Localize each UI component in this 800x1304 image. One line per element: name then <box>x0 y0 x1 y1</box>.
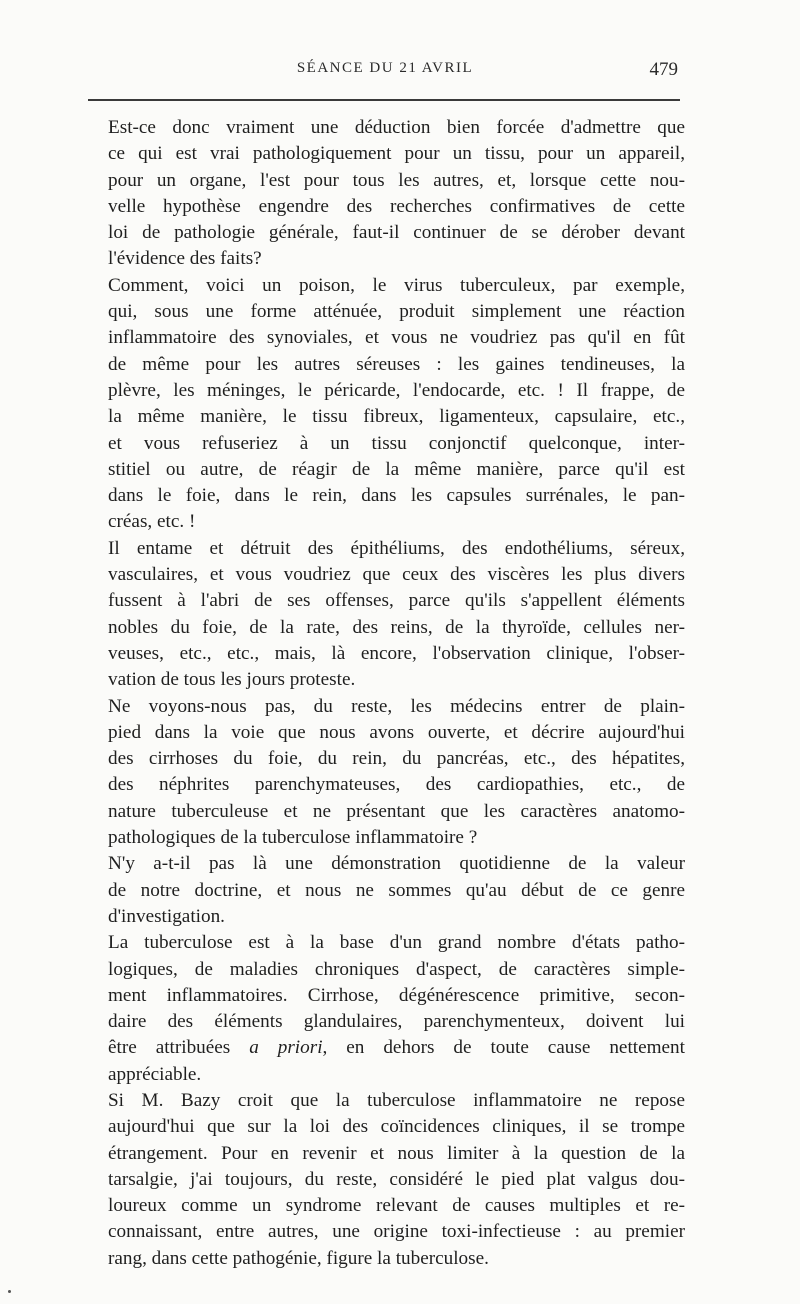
text-line: vation de tous les jours proteste. <box>108 669 356 691</box>
text-line: inflammatoire des synoviales, et vous ne voudriez pas qu'il en fût <box>108 327 685 349</box>
paragraph <box>90 930 685 1088</box>
text-line: appréciable. <box>108 1063 202 1085</box>
text-line: de notre doctrine, et nous ne sommes qu'au début de ce genre <box>108 879 685 901</box>
body-text <box>90 115 685 1272</box>
text-line: aujourd'hui que sur la loi des coïncidences cliniques, il se trompe <box>108 1116 685 1138</box>
text-line: plèvre, les méninges, le péricarde, l'endocarde, etc. ! Il frappe, de <box>108 379 685 401</box>
text-line: ce qui est vrai pathologiquement pour un tissu, pour un appareil, <box>108 143 685 165</box>
paragraph <box>90 115 685 273</box>
text-line: loureux comme un syndrome relevant de causes multiples et re- <box>108 1195 685 1217</box>
text-line: rang, dans cette pathogénie, figure la tuberculose. <box>108 1247 489 1269</box>
text-line: vasculaires, et vous voudriez que ceux des viscères les plus divers <box>108 564 685 586</box>
text-line: qui, sous une forme atténuée, produit simplement une réaction <box>108 301 685 323</box>
text-line: veuses, etc., etc., mais, là encore, l'observation clinique, l'obser- <box>108 642 685 664</box>
paragraph <box>90 694 685 852</box>
text-line: La tuberculose est à la base d'un grand nombre d'états patho- <box>108 932 685 954</box>
text-line: connaissant, entre autres, une origine toxi-infectieuse : au premier <box>108 1221 685 1243</box>
running-head-title: SÉANCE DU 21 AVRIL <box>296 60 474 76</box>
emphasis: a priori <box>249 1037 323 1059</box>
text-line: Si M. Bazy croit que la tuberculose inflammatoire ne repose <box>108 1089 685 1111</box>
text-line: ment inflammatoires. Cirrhose, dégénérescence primitive, secon- <box>108 984 685 1006</box>
text-line: l'évidence des faits? <box>108 248 262 270</box>
text-line: pied dans la voie que nous avons ouverte, et décrire aujourd'hui <box>108 721 685 743</box>
text-line: pour un organe, l'est pour tous les autres, et, lorsque cette nou- <box>108 169 685 191</box>
text-line: logiques, de maladies chroniques d'aspect, de caractères simple- <box>108 958 685 980</box>
paragraph <box>90 536 685 694</box>
paragraph <box>90 851 685 930</box>
text-line: pathologiques de la tuberculose inflammatoire ? <box>108 827 478 849</box>
text-line: des cirrhoses du foie, du rein, du pancréas, etc., des hépatites, <box>108 748 685 770</box>
text-line: Comment, voici un poison, le virus tuberculeux, par exemple, <box>108 274 685 296</box>
text-line: nature tuberculeuse et ne présentant que les caractères anatomo- <box>108 800 685 822</box>
text-line: créas, etc. ! <box>108 511 196 533</box>
header-rule <box>88 99 680 101</box>
paper-speck <box>8 1290 11 1293</box>
text-line: tarsalgie, j'ai toujours, du reste, considéré le pied plat valgus dou- <box>108 1168 685 1190</box>
text-line: nobles du foie, de la rate, des reins, de la thyroïde, cellules ner- <box>108 616 685 638</box>
text-line: des néphrites parenchymateuses, des cardiopathies, etc., de <box>108 774 685 796</box>
text-line: stitiel ou autre, de réagir de la même manière, parce qu'il est <box>108 458 685 480</box>
text-line: étrangement. Pour en revenir et nous limiter à la question de la <box>108 1142 685 1164</box>
text-line: et vous refuseriez à un tissu conjonctif quelconque, inter- <box>108 432 685 454</box>
text-line: daire des éléments glandulaires, parenchymenteux, doivent lui <box>108 1011 685 1033</box>
text-line: velle hypothèse engendre des recherches confirmatives de cette <box>108 195 685 217</box>
running-head <box>90 60 680 84</box>
text-line: la même manière, le tissu fibreux, ligamenteux, capsulaire, etc., <box>108 406 685 428</box>
text-line: Ne voyons-nous pas, du reste, les médecins entrer de plain- <box>108 695 685 717</box>
text-line: fussent à l'abri de ses offenses, parce qu'ils s'appellent éléments <box>108 590 685 612</box>
paragraph <box>90 1088 685 1272</box>
text-line: être attribuées a priori, en dehors de toute cause nettement <box>108 1037 685 1059</box>
text-line: Est-ce donc vraiment une déduction bien forcée d'admettre que <box>108 117 685 138</box>
text-line: loi de pathologie générale, faut-il continuer de se dérober devant <box>108 222 685 244</box>
text-line: d'investigation. <box>108 905 225 927</box>
text-line: de même pour les autres séreuses : les gaines tendineuses, la <box>108 353 685 375</box>
page-number: 479 <box>649 59 678 80</box>
paragraph <box>90 273 685 536</box>
text-line: dans le foie, dans le rein, dans les capsules surrénales, le pan- <box>108 485 685 507</box>
text-line: Il entame et détruit des épithéliums, des endothéliums, séreux, <box>108 537 685 559</box>
text-line: N'y a-t-il pas là une démonstration quotidienne de la valeur <box>108 853 685 875</box>
